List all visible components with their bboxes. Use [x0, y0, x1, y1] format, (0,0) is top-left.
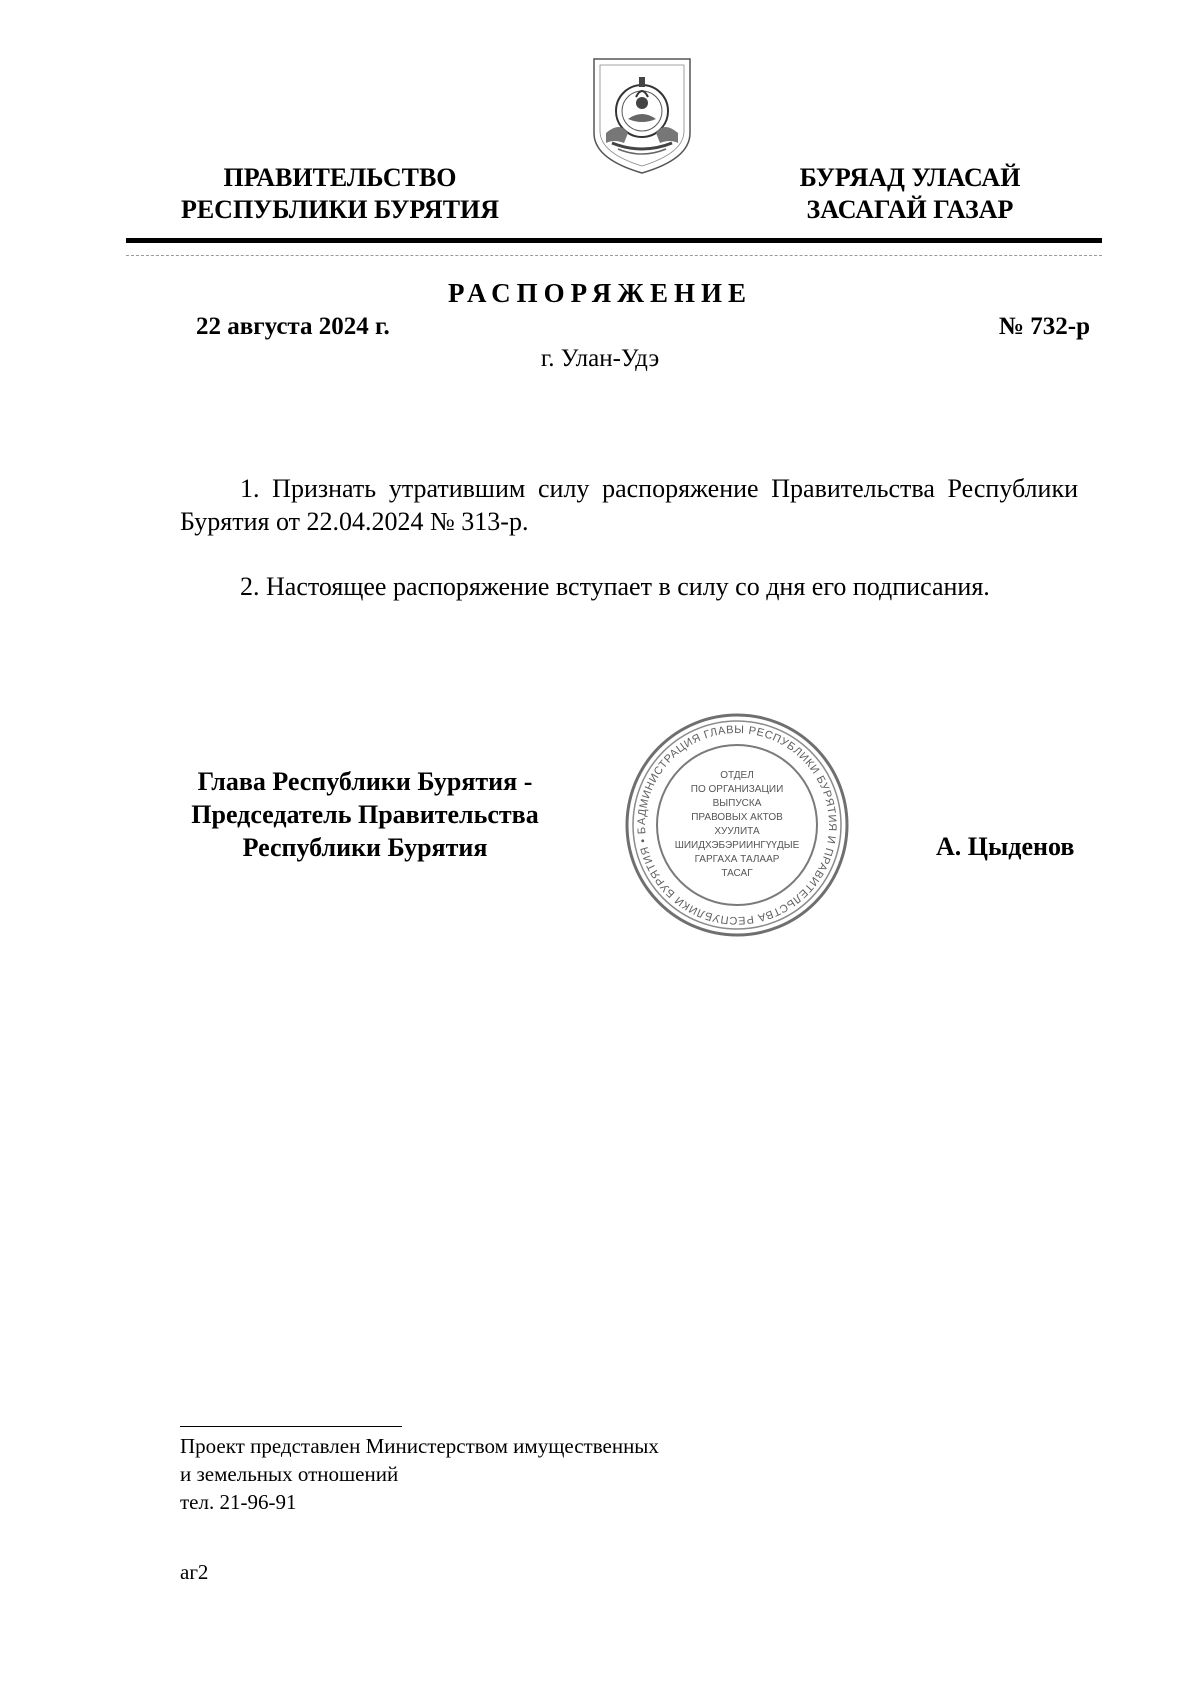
stamp-outer-text: АДМИНИСТРАЦИЯ ГЛАВЫ РЕСПУБЛИКИ БУРЯТИЯ И ПРАВИТЕЛЬСТВА РЕСПУБЛИКИ БУРЯТИЯ • Б [635, 723, 839, 927]
stamp-inner-line: ОТДЕЛ [720, 770, 754, 781]
footer-divider [180, 1426, 402, 1427]
footer-note-line3: тел. 21-96-91 [180, 1490, 297, 1514]
org-name-russian-line2: РЕСПУБЛИКИ БУРЯТИЯ [180, 195, 500, 224]
stamp-inner-line: ПРАВОВЫХ АКТОВ [691, 812, 783, 823]
document-number: № 732-р [998, 313, 1090, 340]
org-name-buryat-line2: ЗАСАГАЙ ГАЗАР [806, 195, 1014, 224]
signatory-name: А. Цыденов [936, 832, 1075, 861]
body-paragraph-2: 2. Настоящее распоряжение вступает в силу со дня его подписания. [240, 572, 990, 601]
stamp-inner-line: ТАСАГ [721, 868, 753, 879]
signatory-title-line3: Республики Бурятия [242, 833, 488, 862]
stamp-inner-line: ПО ОРГАНИЗАЦИИ [690, 784, 784, 795]
header-divider-thin [126, 255, 1102, 256]
signatory-title-line1: Глава Республики Бурятия - [197, 767, 533, 796]
document-code: аг2 [180, 1560, 209, 1584]
coat-of-arms-icon [590, 55, 694, 179]
footer-note-line1: Проект представлен Министерством имущественных [180, 1434, 659, 1458]
org-name-russian-line1: ПРАВИТЕЛЬСТВО [223, 163, 457, 192]
stamp-inner-line: ГАРГАХА ТАЛААР [694, 854, 780, 865]
stamp-inner-line: ВЫПУСКА [712, 798, 762, 809]
signatory-title [165, 765, 565, 864]
footer-note [180, 1432, 880, 1516]
footer-note-line2: и земельных отношений [180, 1462, 399, 1486]
official-stamp [624, 712, 850, 938]
document-date: 22 августа 2024 г. [196, 313, 390, 340]
header-divider-thick [126, 238, 1102, 243]
body-paragraph-1: 1. Признать утратившим силу распоряжение Правительства Республики Бурятия от 22.04.2024 № 313-р. [180, 474, 1078, 536]
org-name-russian [140, 162, 540, 226]
document-type: РАСПОРЯЖЕНИЕ [447, 278, 753, 308]
document-city: г. Улан-Удэ [540, 345, 660, 372]
stamp-inner-line: ШИИДХЭБЭРИИНГҮҮДЫЕ [674, 840, 800, 851]
org-name-buryat [740, 162, 1080, 226]
signatory-title-line2: Председатель Правительства [191, 800, 539, 829]
stamp-inner-line: ХУУЛИТА [714, 826, 760, 837]
org-name-buryat-line1: БУРЯАД УЛАСАЙ [799, 163, 1021, 192]
